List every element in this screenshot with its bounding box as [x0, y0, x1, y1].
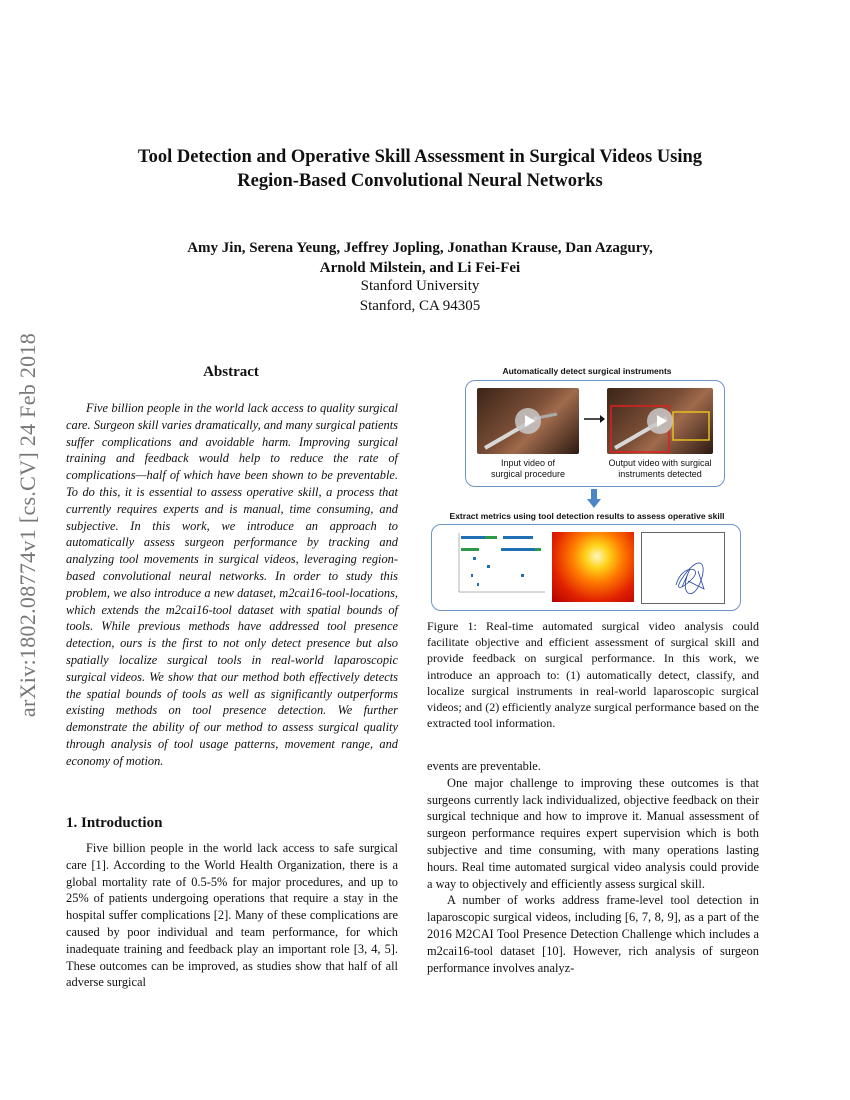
affiliation: [60, 276, 780, 316]
section-heading-introduction: 1. Introduction: [66, 815, 163, 831]
abstract-heading: Abstract: [203, 364, 259, 380]
figure-bottom-heading: Extract metrics using tool detection results to assess operative skill: [449, 511, 725, 521]
paper-title: [60, 145, 780, 193]
input-caption-line-2: surgical procedure: [490, 469, 566, 479]
abstract-body: [66, 400, 398, 770]
output-caption-line-1: Output video with surgical: [608, 458, 712, 468]
right-paragraph-2: One major challenge to improving these outcomes is that surgeons currently lack individualized, objective feedback on their surgical technique and how to improve it. Manual assessment of surgeon performance requires expert supervision which is both subjective and time consuming, with many operations lasting hours. Real time automated surgical video analysis could provide a way to objectively and efficiently assess surgical skill.: [427, 775, 759, 891]
title-line-2: Region-Based Convolutional Neural Networks: [237, 171, 603, 191]
right-paragraph-1: events are preventable.: [427, 759, 541, 773]
output-video-caption: [599, 458, 721, 480]
intro-paragraph: Five billion people in the world lack access to safe surgical care [1]. According to the World Health Organization, there is a global mortality rate of 0.5-5% for major procedures, and up to 25% of patients undergoing operations that require a stay in the hospital suffer complications [2]. Many of these complications are caused by poor individual and team performance, for which inadequate training and feedback play an important role [3, 4, 5]. These outcomes can be improved, as studies show that half of all adverse surgical: [66, 841, 398, 990]
affiliation-line-1: Stanford University: [360, 278, 480, 294]
trajectory-plot: [641, 532, 725, 604]
movement-heatmap: [552, 532, 634, 602]
arrow-down-icon: [587, 489, 601, 509]
arxiv-identifier: arXiv:1802.08774v1 [cs.CV] 24 Feb 2018: [15, 332, 40, 718]
play-icon: [647, 408, 673, 434]
right-paragraph-3: A number of works address frame-level tool detection in laparoscopic surgical videos, including [6, 7, 8, 9], as a part of the 2016 M2CAI Tool Presence Detection Challenge which includes a m2cai16-tool dataset [10]. However, rich analysis of surgeon performance involves analyz-: [427, 893, 759, 975]
play-icon: [515, 408, 541, 434]
introduction-body: [66, 840, 398, 991]
output-video-thumbnail: [607, 388, 713, 454]
arrow-right-icon: [582, 412, 606, 426]
authors-line-1: Amy Jin, Serena Yeung, Jeffrey Jopling, Jonathan Krause, Dan Azagury,: [187, 240, 653, 256]
figure-top-heading: Automatically detect surgical instruments: [502, 366, 672, 376]
input-caption-line-1: Input video of: [500, 458, 556, 468]
authors-line-2: Arnold Milstein, and Li Fei-Fei: [319, 260, 521, 276]
right-column-body: [427, 758, 759, 976]
figure-1-caption: Figure 1: Real-time automated surgical video analysis could facilitate objective and efficient assessment of surgical skill and provide feedback on surgical performance. In this work, we introduce an approach to: (1) automatically detect, classify, and localize surgical instruments in real-world laparoscopic surgical videos; and (2) efficiently analyze surgical performance based on the extracted tool information.: [427, 619, 759, 731]
output-caption-line-2: instruments detected: [618, 469, 702, 479]
abstract-paragraph: Five billion people in the world lack access to quality surgical care. Surgeon skill varies dramatically, and many surgical patients suffer complications and avoidable harm. Improving surgical training and feedback would help to reduce the rate of complications—half of which have been shown to be preventable. To do this, it is essential to assess operative skill, a process that currently requires experts and is manual, time consuming, and subjective. In this work, we introduce an approach to automatically assess surgeon performance by tracking and analyzing tool movements in surgical videos, leveraging region-based convolutional neural networks. In order to study this problem, we also introduce a new dataset, m2cai16-tool-locations, which extends the m2cai16-tool dataset with spatial bounds of tools. While previous methods have addressed tool presence detection, ours is the first to not only detect presence but also spatially localize surgical tools in real-world laparoscopic surgical videos. We show that our method both effectively detects the spatial bounds of tools as well as significantly outperforms existing methods on tool presence detection. We further demonstrate the ability of our method to assess surgical quality through analysis of tool usage patterns, movement range, and economy of motion.: [66, 401, 398, 768]
tool-usage-timeline-graphic: [447, 530, 547, 602]
affiliation-line-2: Stanford, CA 94305: [359, 298, 481, 314]
input-video-thumbnail: [477, 388, 579, 454]
title-line-1: Tool Detection and Operative Skill Assessment in Surgical Videos Using: [137, 147, 703, 167]
input-video-caption: [475, 458, 581, 480]
author-list: [60, 238, 780, 278]
figure-1: [427, 366, 747, 611]
tool-trajectory-graphic: [642, 533, 724, 603]
